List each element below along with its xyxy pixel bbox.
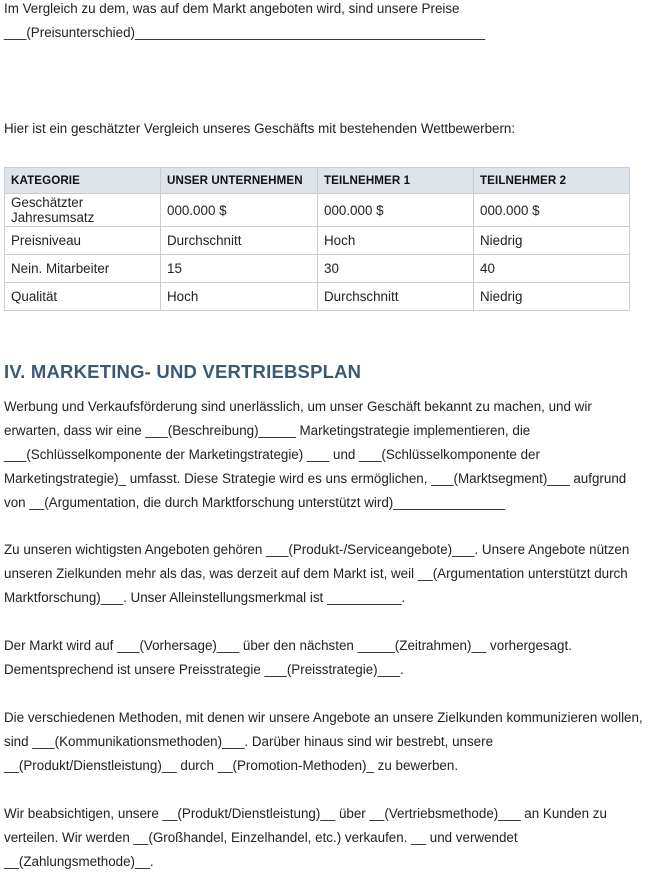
cell-text: Geschätzter Jahresumsatz <box>11 195 95 225</box>
table-cell: Hoch <box>318 227 474 255</box>
table-cell: 30 <box>318 255 474 283</box>
table-row <box>5 227 630 255</box>
table-row <box>5 283 630 311</box>
table-cell: Qualität <box>5 283 161 311</box>
comparison-intro: Hier ist ein geschätzter Vergleich unseres Geschäfts mit bestehenden Wettbewerbern: <box>4 121 516 136</box>
table-cell: Hoch <box>161 283 318 311</box>
table-cell: Niedrig <box>474 283 630 311</box>
table-cell: 40 <box>474 255 630 283</box>
paragraph-communication-methods: Die verschiedenen Methoden, mit denen wir unsere Angebote an unsere Zielkunden kommunizieren wollen, sind ___(Kommunikationsmethoden)___. Darüber hinaus sind wir bestrebt, unsere __(Produkt/Dienstleistung)__ durch __(Promotion-Methoden)_ zu bewerben. <box>4 710 643 773</box>
table-cell: Nein. Mitarbeiter <box>5 255 161 283</box>
paragraph-market-forecast: Der Markt wird auf ___(Vorhersage)___ über den nächsten _____(Zeitrahmen)__ vorhergesagt. Dementsprechend ist unsere Preisstrategie ___(Preisstrategie)___. <box>4 638 572 677</box>
table-cell: 000.000 $ <box>474 194 630 227</box>
table-cell: Durchschnitt <box>161 227 318 255</box>
header-kategorie: KATEGORIE <box>5 168 161 194</box>
header-teilnehmer-2: TEILNEHMER 2 <box>474 168 630 194</box>
table-cell: 000.000 $ <box>161 194 318 227</box>
price-intro-line-1: Im Vergleich zu dem, was auf dem Markt angeboten wird, sind unsere Preise <box>4 1 460 16</box>
table-cell: 15 <box>161 255 318 283</box>
table-cell <box>5 194 161 227</box>
section-heading: IV. MARKETING- UND VERTRIEBSPLAN <box>4 361 362 382</box>
table-cell: Preisniveau <box>5 227 161 255</box>
competitor-comparison-table <box>4 167 630 311</box>
table-cell: Durchschnitt <box>318 283 474 311</box>
table-cell: Niedrig <box>474 227 630 255</box>
table-row <box>5 194 630 227</box>
table-header-row <box>5 168 630 194</box>
price-intro-line-2: ___(Preisunterschied)_______________________________________________ <box>4 25 486 40</box>
paragraph-distribution: Wir beabsichtigen, unsere __(Produkt/Dienstleistung)__ über __(Vertriebsmethode)___ an Kunden zu verteilen. Wir werden __(Großhandel, Einzelhandel, etc.) verkaufen. __ und verwendet __(Zahlungsmethode)__. <box>4 806 607 869</box>
paragraph-marketing-strategy: Werbung und Verkaufsförderung sind unerlässlich, um unser Geschäft bekannt zu machen, und wir erwarten, dass wir eine ___(Beschreibung)_____ Marketingstrategie implementieren, die ___(Schlüsselkomponente der Marketingstrategie) ___ und ___(Schlüsselkomponente der Marketingstrategie)_ umfasst. Diese Strategie wird es uns ermöglichen, ___(Marktsegment)___ aufgrund von __(Argumentation, die durch Marktforschung unterstützt wird)_______________ <box>4 399 627 510</box>
header-teilnehmer-1: TEILNEHMER 1 <box>318 168 474 194</box>
table-cell: 000.000 $ <box>318 194 474 227</box>
table-row <box>5 255 630 283</box>
header-unser-unternehmen: UNSER UNTERNEHMEN <box>161 168 318 194</box>
paragraph-offerings: Zu unseren wichtigsten Angeboten gehören ___(Produkt-/Serviceangebote)___. Unsere Angebote nützen unseren Zielkunden mehr als das, was derzeit auf dem Markt ist, weil __(Argumentation unterstützt durch Marktforschung)___. Unser Alleinstellungsmerkmal ist __________. <box>4 542 630 605</box>
